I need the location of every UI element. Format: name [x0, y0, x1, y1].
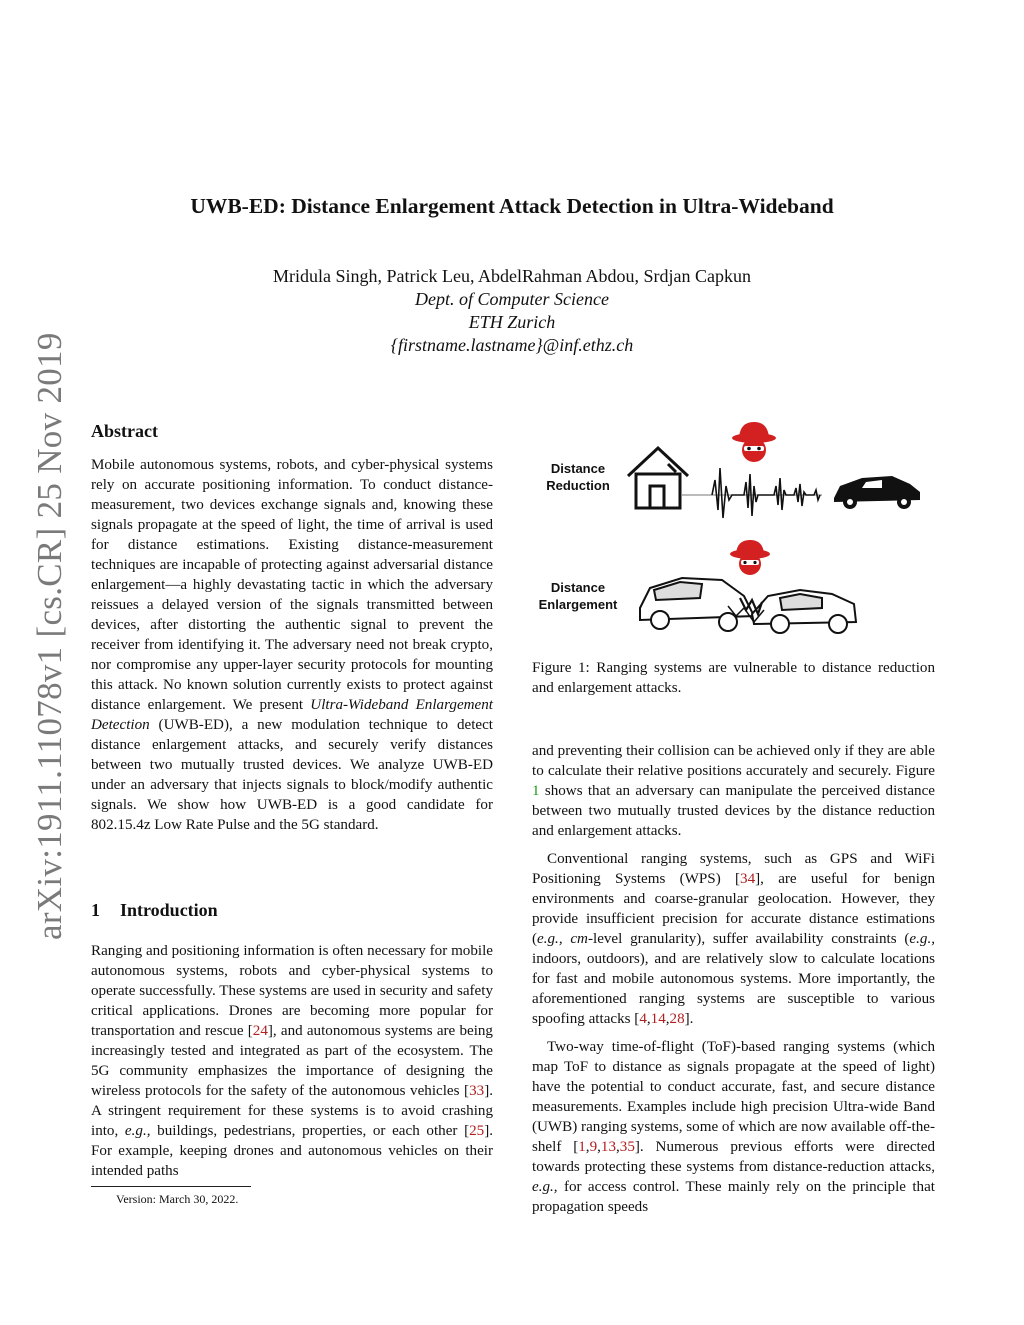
author-block	[0, 265, 1024, 357]
body-text: ,	[646, 1011, 651, 1027]
figure-1	[532, 420, 935, 650]
intro-text: Ranging and positioning information is often necessary for mobile autonomous systems, robots and cyber-physical systems to operate successfully. These systems are used in security and safety critical applications. Drones are becoming more popular for transportation and rescue [	[91, 943, 493, 1039]
body-text: ,	[597, 1139, 601, 1155]
intro-body	[91, 941, 493, 1181]
citation-link[interactable]: 13	[600, 1139, 616, 1155]
body-text: ,	[585, 1139, 590, 1155]
citation-link[interactable]: 25	[469, 1123, 485, 1139]
label-line: Reduction	[546, 478, 610, 493]
abstract-body	[91, 455, 493, 835]
citation-link[interactable]: 14	[650, 1011, 666, 1027]
waveform-icon	[712, 468, 820, 518]
right-column-body	[532, 741, 935, 1217]
intro-heading	[91, 900, 218, 921]
label-line: Distance	[550, 461, 606, 476]
citation-link[interactable]: 1	[578, 1139, 586, 1155]
intro-text: ]. A stringent requirement for these systems is to avoid crashing into,	[91, 1083, 493, 1139]
intro-title: Introduction	[120, 900, 218, 920]
author-email: {firstname.lastname}@inf.ethz.ch	[390, 335, 634, 355]
figure-link[interactable]: 1	[532, 783, 540, 799]
body-text: -level granularity), suffer availability constraints (	[587, 931, 910, 947]
abstract-text-italic: Ultra-Wideband Enlargement Detection	[91, 697, 493, 733]
body-text: ,	[665, 1011, 670, 1027]
arxiv-stamp: arXiv:1911.11078v1 [cs.CR] 25 Nov 2019	[30, 332, 69, 940]
body-text: ]. Numerous previous efforts were directed towards protecting these systems from distance-reduction attacks,	[532, 1139, 935, 1175]
label-line: Distance	[550, 580, 606, 595]
body-text: Two-way time-of-flight (ToF)-based ranging systems (which map ToF to distance as signals propagate at the speed of light) have the potential to conduct accurate, fast, and secure distance measurements. Examples include high precision Ultra-wide Band (UWB) ranging systems, some of which are now available off-the-shelf [	[532, 1039, 935, 1155]
adversary-icon	[730, 540, 770, 575]
body-text-italic: e.g.,	[909, 931, 935, 947]
citation-link[interactable]: 35	[619, 1139, 635, 1155]
body-text-italic: e.g.,	[532, 1179, 558, 1195]
intro-text: ]. For example, keeping drones and autonomous vehicles on their intended paths	[91, 1123, 494, 1179]
author-department: Dept. of Computer Science	[415, 289, 609, 309]
abstract-heading: Abstract	[91, 421, 158, 441]
author-names: Mridula Singh, Patrick Leu, AbdelRahman Abdou, Srdjan Capkun	[273, 266, 751, 286]
intro-text: buildings, pedestrians, properties, or each other [	[150, 1123, 470, 1139]
figure-illustration	[532, 420, 935, 650]
figure-caption: Figure 1: Ranging systems are vulnerable to distance reduction and enlargement attacks.	[532, 660, 935, 696]
adversary-icon	[732, 422, 776, 462]
body-text: indoors, outdoors), and are relatively slow to calculate locations for fast and mobile autonomous systems. More importantly, the aforementioned ranging systems are susceptible to various spoofing attacks [	[532, 951, 935, 1027]
body-text: ,	[616, 1139, 620, 1155]
intro-number: 1	[91, 900, 100, 920]
abstract-text-a: Mobile autonomous systems, robots, and cyber-physical systems rely on accurate positioning information. To conduct distance-measurement, two devices exchange signals and, knowing these signals propagate at the speed of light, the time of arrival is used for distance estimations. Existing distance-measurement techniques are incapable of protecting against adversarial distance enlargement—a highly devastating tactic in which the adversary reissues a delayed version of the signals transmitted between devices, after distorting the authentic signal to prevent the receiver from identifying it. The adversary need not break crypto, nor compromise any upper-layer security protocols for mounting this attack. No known solution currently exists to protect against distance enlargement. We present	[91, 457, 493, 713]
intro-text-italic: e.g.,	[124, 1123, 151, 1139]
body-text-italic: e.g., cm	[537, 931, 588, 947]
citation-link[interactable]: 28	[669, 1011, 685, 1027]
citation-link[interactable]: 34	[740, 871, 756, 887]
footnote: Version: March 30, 2022.	[116, 1192, 239, 1206]
footnote-rule	[91, 1186, 251, 1187]
body-text: ], are useful for benign environments and coarse-granular geolocation. However, they provide insufficient precision for accurate distance estimations (	[532, 871, 935, 947]
citation-link[interactable]: 9	[589, 1139, 598, 1155]
intro-text: ], and autonomous systems are being increasingly tested and integrated as part of the ecosystem. The 5G community emphasizes the importance of designing the wireless protocols for the safety of the autonomous vehicles [	[91, 1023, 493, 1099]
body-text: and preventing their collision can be achieved only if they are able to calculate their relative positions accurately and securely. Figure	[532, 743, 935, 779]
car-icon	[834, 476, 920, 509]
author-institution: ETH Zurich	[468, 312, 556, 332]
house-icon	[628, 448, 688, 508]
paper-title: UWB-ED: Distance Enlargement Attack Detection in Ultra-Wideband	[190, 194, 834, 218]
body-text: Conventional ranging systems, such as GPS and WiFi Positioning Systems (WPS) [	[532, 851, 935, 887]
abstract-text-b: (UWB-ED), a new modulation technique to detect distance enlargement attacks, and securely verify distances between two mutually trusted devices. We analyze UWB-ED under an adversary that injects signals to block/modify authentic signals. We show how UWB-ED is a good candidate for 802.15.4z Low Rate Pulse and the 5G standard.	[91, 717, 493, 833]
citation-link[interactable]: 24	[252, 1023, 268, 1039]
body-text: for access control. These mainly rely on the principle that propagation speeds	[532, 1179, 935, 1215]
citation-link[interactable]: 4	[639, 1011, 647, 1027]
car-crash-icon	[640, 578, 856, 633]
label-line: Enlargement	[538, 597, 618, 612]
body-text: ].	[684, 1011, 694, 1027]
citation-link[interactable]: 33	[469, 1083, 485, 1099]
body-text: shows that an adversary can manipulate the perceived distance between two mutually trusted devices by the distance reduction and enlargement attacks.	[532, 783, 935, 839]
